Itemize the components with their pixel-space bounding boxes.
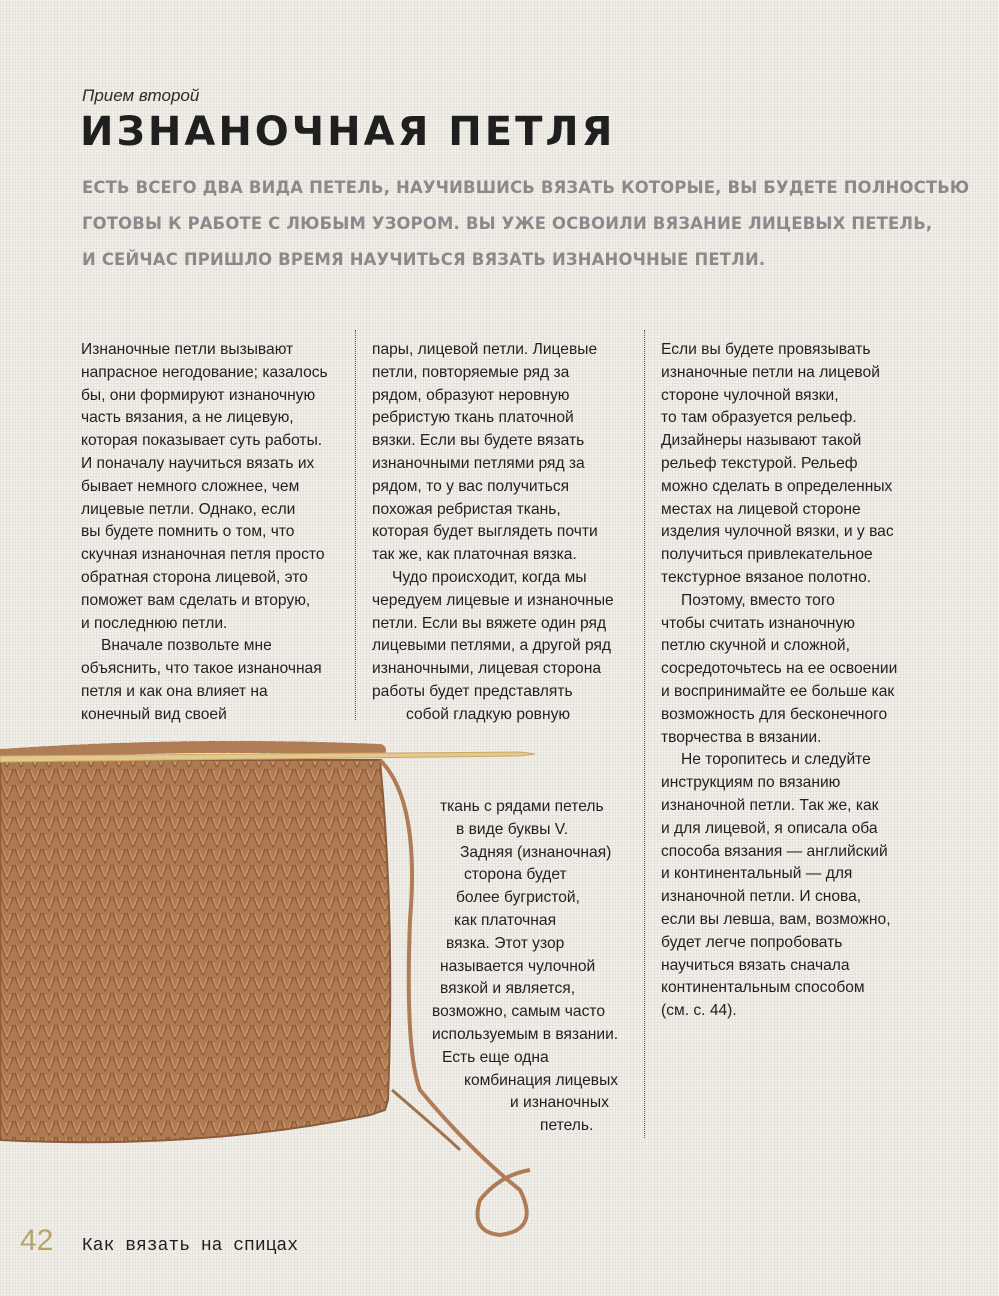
text-line: сосредоточьтесь на ее освоении — [661, 660, 898, 678]
text-line: получиться привлекательное — [661, 546, 873, 564]
text-line: и последнюю петли. — [81, 614, 228, 632]
text-line: возможность для бесконечного — [661, 705, 888, 723]
text-line: используемым в вязании. — [432, 1025, 619, 1043]
text-line: более бугристой, — [456, 889, 580, 907]
text-line: Чудо происходит, когда мы — [392, 568, 587, 586]
text-line: похожая ребристая ткань, — [372, 500, 561, 518]
running-footer-title: Как вязать на спицах — [82, 1236, 299, 1256]
lead-line: ГОТОВЫ К РАБОТЕ С ЛЮБЫМ УЗОРОМ. ВЫ УЖЕ ОСВОИЛИ ВЯЗАНИЕ ЛИЦЕВЫХ ПЕТЕЛЬ, — [82, 214, 933, 233]
text-line: лицевые петли. Однако, если — [81, 500, 296, 518]
column-divider — [355, 330, 356, 720]
text-line: вязка. Этот узор — [446, 934, 565, 952]
text-line: местах на лицевой стороне — [661, 500, 861, 518]
text-line: изнаночной петли. Так же, как — [661, 796, 879, 814]
text-line: изнаночные петли на лицевой — [661, 363, 880, 381]
text-line: (см. с. 44). — [661, 1002, 737, 1020]
text-line: лицевыми петлями, а другой ряд — [372, 637, 612, 655]
text-line: петли, повторяемые ряд за — [372, 363, 570, 381]
text-line: и изнаночных — [510, 1094, 609, 1112]
text-line: изнаночными петлями ряд за — [372, 454, 585, 472]
text-line: напрасное негодование; казалось — [81, 363, 328, 381]
text-line: петлю скучной и сложной, — [661, 637, 850, 655]
text-line: обратная сторона лицевой, это — [81, 568, 308, 586]
text-line: рядом, то у вас получиться — [372, 477, 570, 495]
text-line: текстурное вязаное полотно. — [661, 568, 872, 586]
text-line: рядом, образуют неровную — [372, 386, 570, 404]
text-line: в виде буквы V. — [456, 820, 569, 838]
text-column-1 — [81, 339, 328, 727]
text-line: скучная изнаночная петля просто — [81, 546, 325, 564]
text-line: комбинация лицевых — [464, 1071, 619, 1089]
text-line: изделия чулочной вязки, и у вас — [661, 523, 894, 541]
text-line: вязкой и является, — [440, 980, 576, 998]
text-line: изнаночной петли. И снова, — [661, 888, 862, 906]
text-line: так же, как платочная вязка. — [372, 546, 577, 564]
text-line: Не торопитесь и следуйте — [681, 751, 871, 769]
text-line: чтобы считать изнаночную — [661, 614, 855, 632]
text-line: вы будете помнить о том, что — [81, 523, 295, 541]
text-line: называется чулочной — [440, 957, 596, 975]
text-line: конечный вид своей — [81, 705, 227, 723]
text-line: континентальным способом — [661, 979, 865, 997]
text-line: бы, они формируют изнаночную — [81, 386, 316, 404]
text-line: то там образуется рельеф. — [661, 409, 857, 427]
text-line: и для лицевой, я описала оба — [661, 819, 878, 837]
text-column-2-continued — [432, 796, 619, 1138]
text-line: Задняя (изнаночная) — [460, 843, 612, 861]
text-line: Дизайнеры называют такой — [661, 432, 862, 450]
text-line: Есть еще одна — [442, 1048, 549, 1066]
text-line: бывает немного сложнее, чем — [81, 477, 300, 495]
text-line: пары, лицевой петли. Лицевые — [372, 341, 598, 358]
text-line: чередуем лицевые и изнаночные — [372, 591, 614, 609]
text-line: И поначалу научиться вязать их — [81, 454, 315, 472]
text-column-2 — [372, 339, 614, 727]
lead-line: ЕСТЬ ВСЕГО ДВА ВИДА ПЕТЕЛЬ, НАУЧИВШИСЬ ВЯЗАТЬ КОТОРЫЕ, ВЫ БУДЕТЕ ПОЛНОСТЬЮ — [82, 178, 970, 197]
text-line: научиться вязать сначала — [661, 956, 850, 974]
page-title: ИЗНАНОЧНАЯ ПЕТЛЯ — [80, 109, 616, 155]
text-line: сторона будет — [464, 866, 567, 884]
column-divider — [644, 330, 645, 1138]
text-line: ткань с рядами петель — [440, 798, 604, 815]
text-line: Если вы будете провязывать — [661, 341, 871, 358]
text-line: петля и как она влияет на — [81, 682, 268, 700]
text-column-3 — [661, 339, 897, 1023]
text-line: часть вязания, а не лицевую, — [81, 409, 294, 427]
text-line: работы будет представлять — [372, 682, 573, 700]
text-line: как платочная — [454, 911, 557, 929]
section-kicker: Прием второй — [82, 86, 200, 105]
text-line: объяснить, что такое изнаночная — [81, 660, 322, 678]
text-line: петли. Если вы вяжете один ряд — [372, 614, 607, 632]
text-line: которая будет выглядеть почти — [372, 523, 598, 541]
text-line: будет легче попробовать — [661, 933, 843, 951]
text-line: изнаночными, лицевая сторона — [372, 660, 601, 678]
text-line: стороне чулочной вязки, — [661, 386, 839, 404]
text-line: вязки. Если вы будете вязать — [372, 432, 585, 450]
text-line: которая показывает суть работы. — [81, 432, 323, 450]
text-line: и воспринимайте ее больше как — [661, 682, 895, 700]
page-number: 42 — [20, 1224, 54, 1257]
text-line: поможет вам сделать и вторую, — [81, 591, 311, 609]
text-line: творчества в вязании. — [661, 728, 822, 746]
text-line: способа вязания — английский — [661, 842, 888, 860]
text-line: Изнаночные петли вызывают — [81, 341, 294, 358]
text-line: возможно, самым часто — [432, 1003, 606, 1021]
text-line: ребристую ткань платочной — [372, 409, 574, 427]
lead-line: И СЕЙЧАС ПРИШЛО ВРЕМЯ НАУЧИТЬСЯ ВЯЗАТЬ ИЗНАНОЧНЫЕ ПЕТЛИ. — [82, 250, 766, 269]
text-line: петель. — [540, 1117, 594, 1135]
knitted-fabric — [0, 760, 390, 1142]
text-line: Поэтому, вместо того — [681, 591, 835, 609]
text-line: если вы левша, вам, возможно, — [661, 910, 891, 928]
text-line: рельеф текстурой. Рельеф — [661, 454, 858, 472]
text-line: инструкциям по вязанию — [661, 774, 841, 792]
text-line: Вначале позвольте мне — [101, 637, 272, 655]
text-line: можно сделать в определенных — [661, 477, 893, 495]
text-line: собой гладкую ровную — [406, 705, 571, 723]
lead-paragraph — [82, 170, 970, 278]
text-line: и континентальный — для — [661, 865, 853, 883]
